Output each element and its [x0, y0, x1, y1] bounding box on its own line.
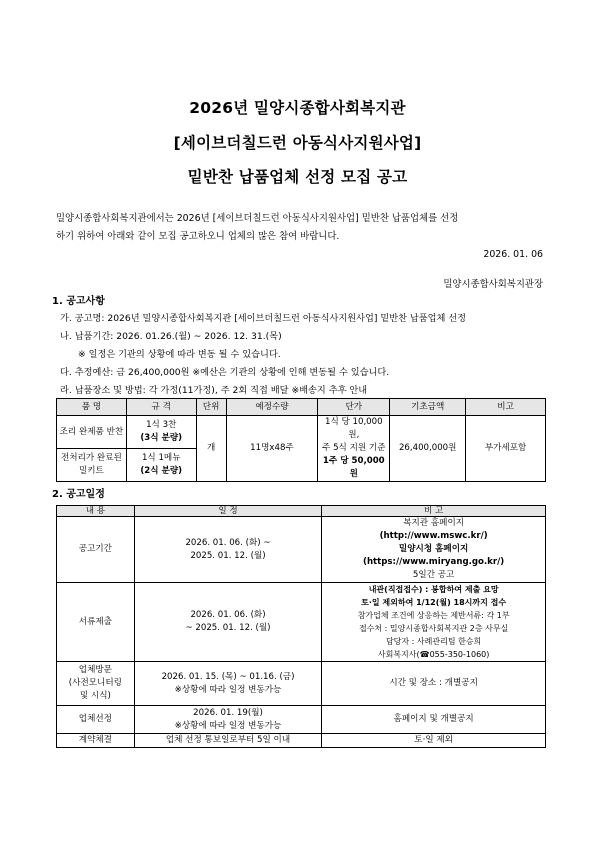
schedule-label-cell: 업체선정: [57, 706, 135, 734]
label-text: 및 시식): [79, 691, 111, 701]
price-text: 1식 당 10,000원,: [324, 417, 383, 440]
spec-text: 1식 1메뉴: [141, 453, 181, 463]
schedule-note-cell: 시간 및 장소 : 개별공지: [322, 662, 546, 706]
date-text: ※상황에 따라 일정 변동가능: [174, 684, 282, 695]
schedule-note-cell: [322, 583, 546, 662]
spec-text: (2식 분량): [140, 466, 183, 476]
schedule-note-cell: 홈페이지 및 개별공지: [322, 706, 546, 734]
note-text: 토·일 제외하여 1/12(월) 18시까지 접수: [361, 598, 507, 607]
schedule-label-cell: 서류제출: [57, 583, 135, 662]
label-text: 업체방문: [78, 665, 112, 675]
schedule-label-cell: [57, 662, 135, 706]
spec-text: (3식 분량): [140, 433, 183, 443]
item-name-cell: 조리 완제품 반찬: [57, 416, 127, 449]
date-text: ~ 2025. 01. 12. (월): [185, 623, 271, 633]
section1-item: 나. 납품기간: 2026. 01.26.(월) ~ 2026. 12. 31.(목): [60, 331, 282, 342]
schedule-note-cell: 토·일 제외: [322, 734, 546, 748]
label-text: (사전모니터링: [68, 678, 122, 688]
doc-title-line3: 밑반찬 납품업체 선정 모집 공고: [187, 168, 408, 186]
spec-cell: [126, 416, 196, 449]
note-text: 5일간 공고: [412, 570, 455, 580]
schedule-date-cell: [134, 583, 321, 662]
header-cell: 일 정: [134, 506, 321, 517]
intro-line1: 밀양시종합사회복지관에서는 2026년 [세이브더칠드런 아동식사지원사업] 밑반찬 납품업체를 선정: [56, 213, 459, 224]
header-cell: 품 명: [57, 399, 127, 416]
date-text: 2026. 01. 06. (화): [190, 610, 266, 620]
header-cell: 예정수량: [226, 399, 318, 416]
date-text: ※상황에 따라 일정 변동가능: [174, 720, 282, 731]
section1-item: 라. 납품장소 및 방법: 각 가정(11가정), 주 2회 직접 배달 ※배송지 추후 안내: [60, 385, 368, 396]
note-text: (http://www.mswc.kr/): [379, 531, 488, 541]
qty-cell: 11명x48주: [226, 416, 318, 482]
doc-title-line2: [세이브더칠드런 아동식사지원사업]: [173, 134, 422, 152]
header-cell: 비고: [466, 399, 546, 416]
header-cell: 기초금액: [390, 399, 466, 416]
section1-heading: 1. 공고사항: [52, 296, 105, 307]
section1-item: ※ 일정은 기관의 상황에 따라 변동 될 수 있습니다.: [78, 349, 281, 360]
section2-heading: 2. 공고일정: [52, 489, 105, 500]
price-text: 주 5식 지원 기준: [322, 443, 386, 453]
intro-line2: 하기 위하여 아래와 같이 모집 공고하오니 업체의 많은 참여 바랍니다.: [56, 231, 340, 242]
schedule-label-cell: 계약체결: [57, 734, 135, 748]
schedule-label-cell: 공고기간: [57, 517, 135, 583]
budget-table: [56, 398, 546, 482]
header-cell: 단위: [196, 399, 226, 416]
section1-item: 가. 공고명: 2026년 밀양시종합사회복지관 [세이브더칠드런 아동식사지원사업] 밑반찬 납품업체 선정: [60, 313, 467, 324]
note-text: (https://www.miryang.go.kr/): [363, 557, 505, 567]
doc-title-line1: 2026년 밀양시종합사회복지관: [189, 99, 406, 117]
schedule-note-cell: [322, 517, 546, 583]
note-text: 복지관 홈페이지: [403, 518, 465, 528]
note-text: 접수처 : 밀양시종합사회복지관 2층 사무실: [358, 624, 509, 633]
notice-date: 2026. 01. 06: [483, 249, 543, 260]
issuer-name: 밀양시종합사회복지관장: [443, 279, 543, 290]
schedule-date-cell: [134, 706, 321, 734]
schedule-date-cell: 업체 선정 통보일로부터 5일 이내: [134, 734, 321, 748]
spec-cell: [126, 449, 196, 482]
header-cell: 비 고: [322, 506, 546, 517]
price-text: 1주 당 50,000원: [322, 456, 385, 479]
base-amount-cell: 26,400,000원: [390, 416, 466, 482]
price-cell: [318, 416, 390, 482]
date-text: 2026. 01. 19(월): [193, 707, 263, 718]
note-cell: 부가세포함: [466, 416, 546, 482]
section1-item: 다. 추정예산: 금 26,400,000원 ※예산은 기관의 상황에 인해 변동될 수 있습니다.: [60, 367, 390, 378]
note-text: 참가업체 조건에 상응하는 제반서류: 각 1부: [357, 611, 510, 620]
note-text: 밀양시청 홈페이지: [398, 544, 469, 554]
date-text: 2026. 01. 15. (목) ~ 01.16. (금): [161, 671, 295, 682]
note-text: 담당자 : 사례관리팀 한승희: [385, 637, 482, 646]
spec-text: 1식 3찬: [146, 420, 177, 430]
date-text: 2026. 01. 06. (화) ~: [185, 537, 271, 548]
note-text: 사회복지사(☎055-350-1060): [377, 650, 490, 659]
schedule-table: [56, 505, 546, 748]
header-cell: 단가: [318, 399, 390, 416]
header-cell: 규 격: [126, 399, 196, 416]
header-cell: 내 용: [57, 506, 135, 517]
schedule-date-cell: [134, 662, 321, 706]
unit-cell: 개: [196, 416, 226, 482]
item-name-cell: 전처리가 완료된 밀키트: [57, 449, 127, 482]
date-text: 2025. 01. 12. (월): [190, 550, 266, 561]
note-text: 내관(직접접수) : 봉합하여 제출 요망: [368, 585, 499, 594]
schedule-date-cell: [134, 517, 321, 583]
